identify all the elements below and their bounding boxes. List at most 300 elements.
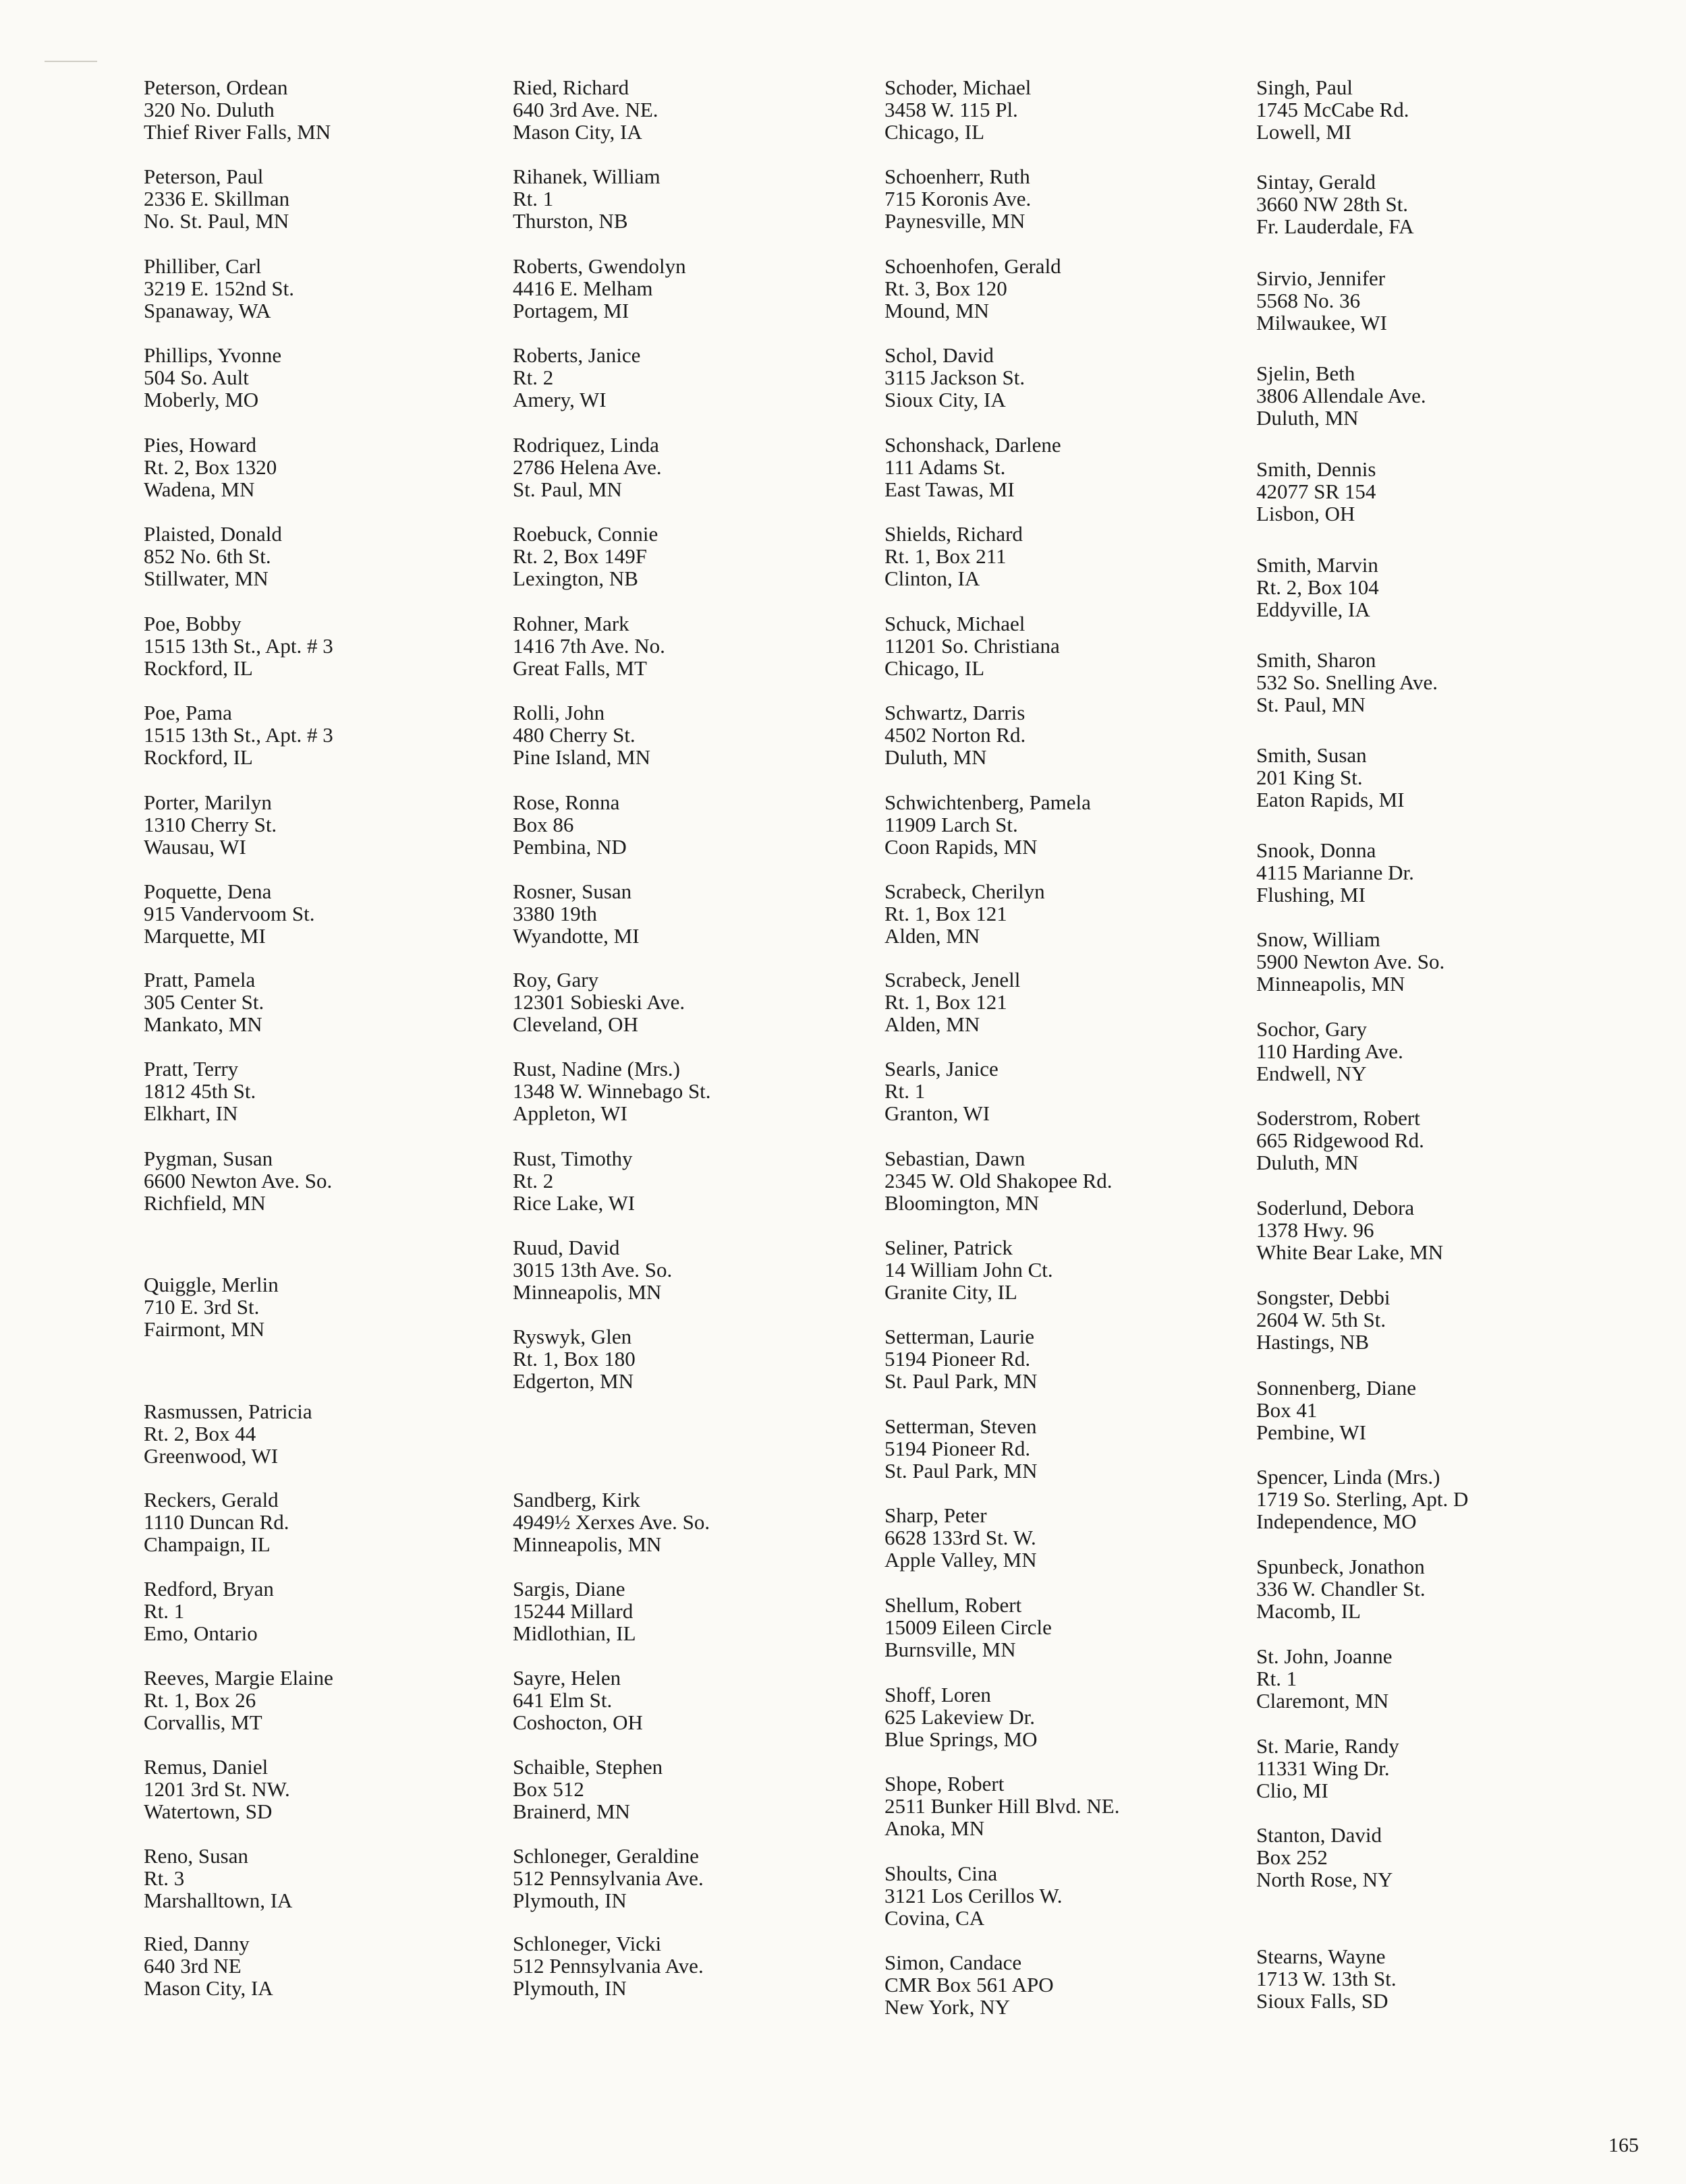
entry-city: Fr. Lauderdale, FA [1256, 214, 1414, 238]
entry-name: Scrabeck, Jenell [884, 968, 1021, 992]
directory-entry [1256, 362, 1634, 429]
entry-address: Box 86 [513, 813, 574, 836]
entry-name: Shields, Richard [884, 522, 1023, 546]
entry-city: Lisbon, OH [1256, 502, 1355, 525]
directory-entry [513, 612, 891, 679]
entry-city: Richfield, MN [144, 1191, 266, 1215]
entry-name: Ried, Danny [144, 1932, 250, 1955]
entry-city: Fairmont, MN [144, 1317, 265, 1341]
directory-entry [884, 969, 1262, 1035]
entry-address: 5900 Newton Ave. So. [1256, 950, 1445, 973]
directory-entry [513, 1932, 891, 1999]
entry-name: Rosner, Susan [513, 880, 632, 903]
directory-entry [144, 255, 522, 322]
entry-city: Plymouth, IN [513, 1976, 627, 2000]
entry-address: 201 King St. [1256, 766, 1363, 789]
entry-address: 1201 3rd St. NW. [144, 1777, 290, 1801]
directory-entry [1256, 1824, 1634, 1891]
entry-address: Rt. 1 [884, 1079, 926, 1103]
entry-name: Sjelin, Beth [1256, 362, 1355, 385]
entry-address: 532 So. Snelling Ave. [1256, 670, 1438, 694]
directory-entry [884, 76, 1262, 143]
directory-entry [1256, 1107, 1634, 1174]
entry-name: Rasmussen, Patricia [144, 1400, 312, 1423]
entry-name: Shoults, Cina [884, 1862, 998, 1885]
entry-name: Spunbeck, Jonathon [1256, 1555, 1425, 1578]
entry-city: Greenwood, WI [144, 1444, 279, 1468]
directory-entry [884, 1773, 1262, 1839]
directory-entry [144, 1400, 522, 1467]
entry-name: Smith, Dennis [1256, 457, 1376, 481]
entry-city: Alden, MN [884, 924, 980, 948]
entry-name: Seliner, Patrick [884, 1236, 1013, 1259]
directory-entry [1256, 554, 1634, 621]
entry-city: Marquette, MI [144, 924, 266, 948]
entry-city: Mankato, MN [144, 1012, 262, 1036]
entry-city: Duluth, MN [884, 745, 987, 769]
entry-city: Edgerton, MN [513, 1369, 634, 1393]
directory-entry [144, 1845, 522, 1912]
directory-entry [884, 255, 1262, 322]
entry-city: Mason City, IA [513, 120, 642, 144]
directory-entry [144, 969, 522, 1035]
entry-name: St. John, Joanne [1256, 1644, 1393, 1668]
entry-address: 3219 E. 152nd St. [144, 277, 295, 300]
directory-entry [884, 1951, 1262, 2018]
entry-name: Sochor, Gary [1256, 1017, 1368, 1041]
directory-entry [513, 344, 891, 411]
entry-name: Plaisted, Donald [144, 522, 282, 546]
entry-name: Smith, Susan [1256, 743, 1367, 767]
directory-entry [1256, 1735, 1634, 1802]
entry-address: 3806 Allendale Ave. [1256, 384, 1426, 407]
directory-entry [144, 434, 522, 500]
entry-name: Porter, Marilyn [144, 791, 272, 814]
entry-city: Champaign, IL [144, 1532, 271, 1556]
entry-address: 111 Adams St. [884, 455, 1006, 479]
entry-name: Spencer, Linda (Mrs.) [1256, 1465, 1440, 1489]
entry-name: Sebastian, Dawn [884, 1147, 1025, 1170]
entry-city: Lexington, NB [513, 567, 638, 590]
entry-address: 1812 45th St. [144, 1079, 256, 1103]
directory-entry [513, 1756, 891, 1822]
entry-city: Portagem, MI [513, 299, 629, 322]
directory-entry [513, 1236, 891, 1303]
directory-entry [144, 1578, 522, 1644]
entry-address: 11909 Larch St. [884, 813, 1018, 836]
entry-name: Pratt, Pamela [144, 968, 256, 992]
entry-name: Schuck, Michael [884, 612, 1025, 635]
directory-entry [513, 1578, 891, 1644]
entry-name: Scrabeck, Cherilyn [884, 880, 1045, 903]
directory-entry [144, 880, 522, 947]
entry-name: Rust, Timothy [513, 1147, 633, 1170]
entry-name: Rodriquez, Linda [513, 433, 659, 457]
entry-name: Sandberg, Kirk [513, 1488, 640, 1512]
entry-city: Granton, WI [884, 1101, 990, 1125]
entry-address: 512 Pennsylvania Ave. [513, 1954, 704, 1978]
entry-address: 710 E. 3rd St. [144, 1295, 260, 1319]
entry-city: Corvallis, MT [144, 1711, 262, 1734]
entry-name: Schloneger, Geraldine [513, 1844, 699, 1868]
directory-entry [513, 969, 891, 1035]
entry-address: 5194 Pioneer Rd. [884, 1347, 1031, 1371]
entry-address: 15244 Millard [513, 1599, 634, 1623]
entry-address: 512 Pennsylvania Ave. [513, 1866, 704, 1890]
entry-city: Clinton, IA [884, 567, 980, 590]
entry-address: Box 252 [1256, 1845, 1328, 1869]
directory-entry [1256, 744, 1634, 811]
entry-city: White Bear Lake, MN [1256, 1240, 1444, 1264]
entry-name: Pies, Howard [144, 433, 257, 457]
entry-name: Rust, Nadine (Mrs.) [513, 1057, 680, 1081]
entry-address: Rt. 1 [144, 1599, 185, 1623]
entry-address: 504 So. Ault [144, 366, 249, 389]
entry-address: 42077 SR 154 [1256, 480, 1376, 503]
entry-city: Lowell, MI [1256, 120, 1352, 144]
directory-entry [1256, 1466, 1634, 1532]
entry-address: 12301 Sobieski Ave. [513, 990, 685, 1014]
entry-city: Stillwater, MN [144, 567, 269, 590]
entry-city: Granite City, IL [884, 1280, 1017, 1304]
entry-address: 4416 E. Melham [513, 277, 653, 300]
entry-name: Reno, Susan [144, 1844, 248, 1868]
entry-address: 641 Elm St. [513, 1688, 613, 1712]
entry-city: Sioux Falls, SD [1256, 1989, 1388, 2013]
entry-name: Ried, Richard [513, 76, 629, 99]
directory-entry [513, 434, 891, 500]
entry-address: 1348 W. Winnebago St. [513, 1079, 711, 1103]
directory-entry [1256, 1197, 1634, 1263]
directory-entry [884, 612, 1262, 679]
entry-city: Brainerd, MN [513, 1800, 630, 1823]
directory-entry [884, 434, 1262, 500]
entry-name: Rolli, John [513, 701, 605, 724]
entry-address: 3660 NW 28th St. [1256, 192, 1409, 216]
entry-city: Wausau, WI [144, 835, 246, 859]
entry-name: Roebuck, Connie [513, 522, 658, 546]
entry-name: Schwichtenberg, Pamela [884, 791, 1091, 814]
directory-entry [1256, 1018, 1634, 1085]
entry-name: Schol, David [884, 343, 994, 367]
entry-name: Shoff, Loren [884, 1683, 991, 1706]
entry-city: Thief River Falls, MN [144, 120, 331, 144]
entry-address: 3115 Jackson St. [884, 366, 1025, 389]
entry-address: 3121 Los Cerillos W. [884, 1884, 1063, 1907]
directory-entry [884, 791, 1262, 858]
entry-name: Poquette, Dena [144, 880, 272, 903]
entry-name: Reckers, Gerald [144, 1488, 279, 1512]
entry-city: Paynesville, MN [884, 209, 1025, 233]
directory-entry [884, 1058, 1262, 1124]
entry-name: Sonnenberg, Diane [1256, 1376, 1417, 1400]
entry-name: Peterson, Paul [144, 165, 264, 188]
directory-entry [513, 1845, 891, 1912]
entry-address: 3380 19th [513, 902, 597, 925]
entry-address: 625 Lakeview Dr. [884, 1705, 1035, 1729]
entry-city: Duluth, MN [1256, 1151, 1359, 1174]
entry-name: Roberts, Gwendolyn [513, 254, 686, 278]
entry-name: Soderlund, Debora [1256, 1196, 1415, 1219]
entry-city: Chicago, IL [884, 656, 985, 680]
entry-address: 4949½ Xerxes Ave. So. [513, 1510, 710, 1534]
directory-entry [513, 880, 891, 947]
entry-address: 640 3rd NE [144, 1954, 242, 1978]
directory-entry [144, 76, 522, 143]
entry-address: Rt. 3 [144, 1866, 185, 1890]
entry-name: Sargis, Diane [513, 1577, 625, 1601]
entry-city: Alden, MN [884, 1012, 980, 1036]
entry-name: Soderstrom, Robert [1256, 1106, 1420, 1130]
entry-address: 6600 Newton Ave. So. [144, 1169, 333, 1192]
entry-name: Pygman, Susan [144, 1147, 273, 1170]
entry-city: Mason City, IA [144, 1976, 273, 2000]
directory-entry [144, 612, 522, 679]
entry-address: Rt. 1, Box 26 [144, 1688, 256, 1712]
entry-address: Rt. 1, Box 211 [884, 544, 1007, 568]
entry-address: 11331 Wing Dr. [1256, 1756, 1390, 1780]
directory-entry [513, 1147, 891, 1214]
entry-name: Phillips, Yvonne [144, 343, 282, 367]
entry-city: Cleveland, OH [513, 1012, 638, 1036]
entry-address: 4502 Norton Rd. [884, 723, 1026, 747]
entry-name: Snow, William [1256, 927, 1380, 951]
directory-entry [513, 523, 891, 590]
directory-entry [884, 1684, 1262, 1750]
entry-name: Shellum, Robert [884, 1593, 1022, 1617]
entry-name: Poe, Bobby [144, 612, 242, 635]
entry-address: 1713 W. 13th St. [1256, 1967, 1397, 1990]
directory-entry [1256, 1645, 1634, 1712]
entry-name: Roberts, Janice [513, 343, 641, 367]
directory-entry [1256, 928, 1634, 995]
entry-city: St. Paul Park, MN [884, 1459, 1038, 1483]
scan-mark [45, 61, 97, 62]
entry-city: Wyandotte, MI [513, 924, 640, 948]
entry-city: Milwaukee, WI [1256, 311, 1387, 335]
entry-city: Wadena, MN [144, 478, 255, 501]
entry-name: Ruud, David [513, 1236, 620, 1259]
entry-name: Schoenherr, Ruth [884, 165, 1030, 188]
entry-address: Box 512 [513, 1777, 584, 1801]
entry-name: Schloneger, Vicki [513, 1932, 662, 1955]
entry-city: Pine Island, MN [513, 745, 651, 769]
entry-city: Coon Rapids, MN [884, 835, 1038, 859]
directory-entry [144, 701, 522, 768]
entry-city: Claremont, MN [1256, 1689, 1389, 1713]
entry-city: Hastings, NB [1256, 1330, 1370, 1354]
entry-city: North Rose, NY [1256, 1868, 1393, 1891]
directory-entry [513, 255, 891, 322]
entry-address: 1515 13th St., Apt. # 3 [144, 723, 333, 747]
entry-city: Coshocton, OH [513, 1711, 643, 1734]
entry-name: Snook, Donna [1256, 838, 1376, 862]
entry-city: Pembina, ND [513, 835, 627, 859]
directory-entry [513, 1058, 891, 1124]
entry-name: Pratt, Terry [144, 1057, 239, 1081]
entry-city: Flushing, MI [1256, 883, 1366, 907]
entry-address: 1110 Duncan Rd. [144, 1510, 289, 1534]
entry-name: Redford, Bryan [144, 1577, 274, 1601]
directory-entry [884, 1325, 1262, 1392]
directory-entry [884, 523, 1262, 590]
entry-name: Sharp, Peter [884, 1503, 987, 1527]
entry-city: Mound, MN [884, 299, 990, 322]
entry-address: 2345 W. Old Shakopee Rd. [884, 1169, 1113, 1192]
entry-city: No. St. Paul, MN [144, 209, 289, 233]
entry-address: Rt. 3, Box 120 [884, 277, 1007, 300]
entry-city: Burnsville, MN [884, 1638, 1016, 1661]
entry-name: Simon, Candace [884, 1951, 1022, 1974]
entry-address: 1745 McCabe Rd. [1256, 98, 1409, 121]
entry-name: Remus, Daniel [144, 1755, 269, 1779]
entry-name: Schoder, Michael [884, 76, 1032, 99]
entry-address: 915 Vandervoom St. [144, 902, 315, 925]
directory-entry [144, 344, 522, 411]
entry-address: 640 3rd Ave. NE. [513, 98, 658, 121]
directory-entry [884, 880, 1262, 947]
entry-city: Eddyville, IA [1256, 598, 1370, 621]
entry-city: St. Paul, MN [513, 478, 622, 501]
entry-city: Bloomington, MN [884, 1191, 1040, 1215]
entry-name: Searls, Janice [884, 1057, 999, 1081]
entry-address: 110 Harding Ave. [1256, 1039, 1403, 1063]
entry-address: 15009 Eileen Circle [884, 1615, 1052, 1639]
directory-entry [513, 76, 891, 143]
entry-city: Anoka, MN [884, 1816, 985, 1840]
entry-name: Schaible, Stephen [513, 1755, 663, 1779]
entry-address: 4115 Marianne Dr. [1256, 861, 1414, 884]
entry-address: 2336 E. Skillman [144, 187, 290, 210]
entry-name: Peterson, Ordean [144, 76, 288, 99]
directory-entry [144, 1667, 522, 1733]
directory-entry [1256, 458, 1634, 525]
entry-address: Box 41 [1256, 1398, 1318, 1422]
entry-address: 11201 So. Christiana [884, 634, 1060, 658]
entry-address: 6628 133rd St. W. [884, 1526, 1036, 1549]
directory-entry [144, 1932, 522, 1999]
entry-name: Stearns, Wayne [1256, 1945, 1386, 1968]
directory-entry [1256, 839, 1634, 906]
entry-address: 1719 So. Sterling, Apt. D [1256, 1487, 1469, 1511]
directory-entry [144, 1058, 522, 1124]
entry-city: Rockford, IL [144, 745, 253, 769]
directory-entry [1256, 649, 1634, 716]
entry-address: 305 Center St. [144, 990, 264, 1014]
entry-name: Setterman, Laurie [884, 1325, 1035, 1348]
directory-entry [513, 1489, 891, 1555]
entry-name: Rohner, Mark [513, 612, 629, 635]
entry-city: Thurston, NB [513, 209, 628, 233]
directory-entry [144, 165, 522, 232]
directory-entry [1256, 76, 1634, 143]
directory-entry [1256, 171, 1634, 237]
directory-entry [884, 701, 1262, 768]
entry-city: Clio, MI [1256, 1779, 1328, 1802]
entry-address: 14 William John Ct. [884, 1258, 1053, 1282]
entry-name: Ryswyk, Glen [513, 1325, 632, 1348]
entry-city: Moberly, MO [144, 388, 259, 411]
entry-city: Pembine, WI [1256, 1420, 1367, 1444]
directory-entry [884, 1594, 1262, 1661]
entry-address: CMR Box 561 APO [884, 1973, 1054, 1996]
entry-city: Apple Valley, MN [884, 1548, 1037, 1572]
entry-city: Emo, Ontario [144, 1621, 258, 1645]
directory-entry [884, 165, 1262, 232]
directory-entry [884, 1147, 1262, 1214]
directory-entry [144, 523, 522, 590]
directory-entry [513, 165, 891, 232]
entry-city: Eaton Rapids, MI [1256, 788, 1405, 811]
entry-name: Sintay, Gerald [1256, 170, 1376, 194]
entry-name: Stanton, David [1256, 1823, 1382, 1847]
entry-city: Rice Lake, WI [513, 1191, 636, 1215]
entry-city: Elkhart, IN [144, 1101, 238, 1125]
directory-entry [513, 1325, 891, 1392]
entry-name: Smith, Marvin [1256, 553, 1378, 577]
entry-city: Great Falls, MT [513, 656, 647, 680]
entry-address: 1310 Cherry St. [144, 813, 277, 836]
entry-city: St. Paul, MN [1256, 693, 1366, 716]
entry-address: 1416 7th Ave. No. [513, 634, 665, 658]
entry-city: Watertown, SD [144, 1800, 273, 1823]
entry-name: Quiggle, Merlin [144, 1273, 279, 1296]
entry-address: Rt. 1, Box 180 [513, 1347, 636, 1371]
entry-name: Roy, Gary [513, 968, 599, 992]
directory-entry [884, 344, 1262, 411]
directory-entry [1256, 1377, 1634, 1443]
entry-address: 3015 13th Ave. So. [513, 1258, 673, 1282]
entry-address: 715 Koronis Ave. [884, 187, 1032, 210]
entry-address: Rt. 2, Box 44 [144, 1422, 256, 1445]
entry-city: Independence, MO [1256, 1510, 1417, 1533]
entry-address: Rt. 2 [513, 366, 554, 389]
entry-city: Minneapolis, MN [513, 1532, 662, 1556]
entry-address: 2511 Bunker Hill Blvd. NE. [884, 1794, 1120, 1818]
entry-city: Marshalltown, IA [144, 1889, 293, 1912]
entry-address: 5194 Pioneer Rd. [884, 1437, 1031, 1460]
directory-entry [1256, 1555, 1634, 1622]
entry-city: Covina, CA [884, 1906, 985, 1930]
directory-entry [513, 791, 891, 858]
directory-entry [513, 1667, 891, 1733]
entry-city: Sioux City, IA [884, 388, 1006, 411]
entry-city: Chicago, IL [884, 120, 985, 144]
entry-name: Rose, Ronna [513, 791, 620, 814]
entry-city: St. Paul Park, MN [884, 1369, 1038, 1393]
entry-name: Singh, Paul [1256, 76, 1353, 99]
entry-name: Rihanek, William [513, 165, 661, 188]
entry-name: Poe, Pama [144, 701, 232, 724]
entry-name: Shope, Robert [884, 1772, 1005, 1795]
directory-entry [144, 1273, 522, 1340]
entry-name: Schwartz, Darris [884, 701, 1025, 724]
entry-name: Philliber, Carl [144, 254, 262, 278]
entry-address: 480 Cherry St. [513, 723, 636, 747]
entry-address: Rt. 1, Box 121 [884, 902, 1007, 925]
entry-address: 3458 W. 115 Pl. [884, 98, 1018, 121]
entry-city: Spanaway, WA [144, 299, 271, 322]
entry-name: Smith, Sharon [1256, 648, 1376, 672]
entry-address: Rt. 1, Box 121 [884, 990, 1007, 1014]
entry-city: New York, NY [884, 1995, 1011, 2019]
entry-address: 5568 No. 36 [1256, 289, 1361, 312]
entry-name: Schoenhofen, Gerald [884, 254, 1061, 278]
entry-address: 852 No. 6th St. [144, 544, 271, 568]
directory-entry [144, 791, 522, 858]
entry-address: 320 No. Duluth [144, 98, 275, 121]
entry-city: Appleton, WI [513, 1101, 627, 1125]
